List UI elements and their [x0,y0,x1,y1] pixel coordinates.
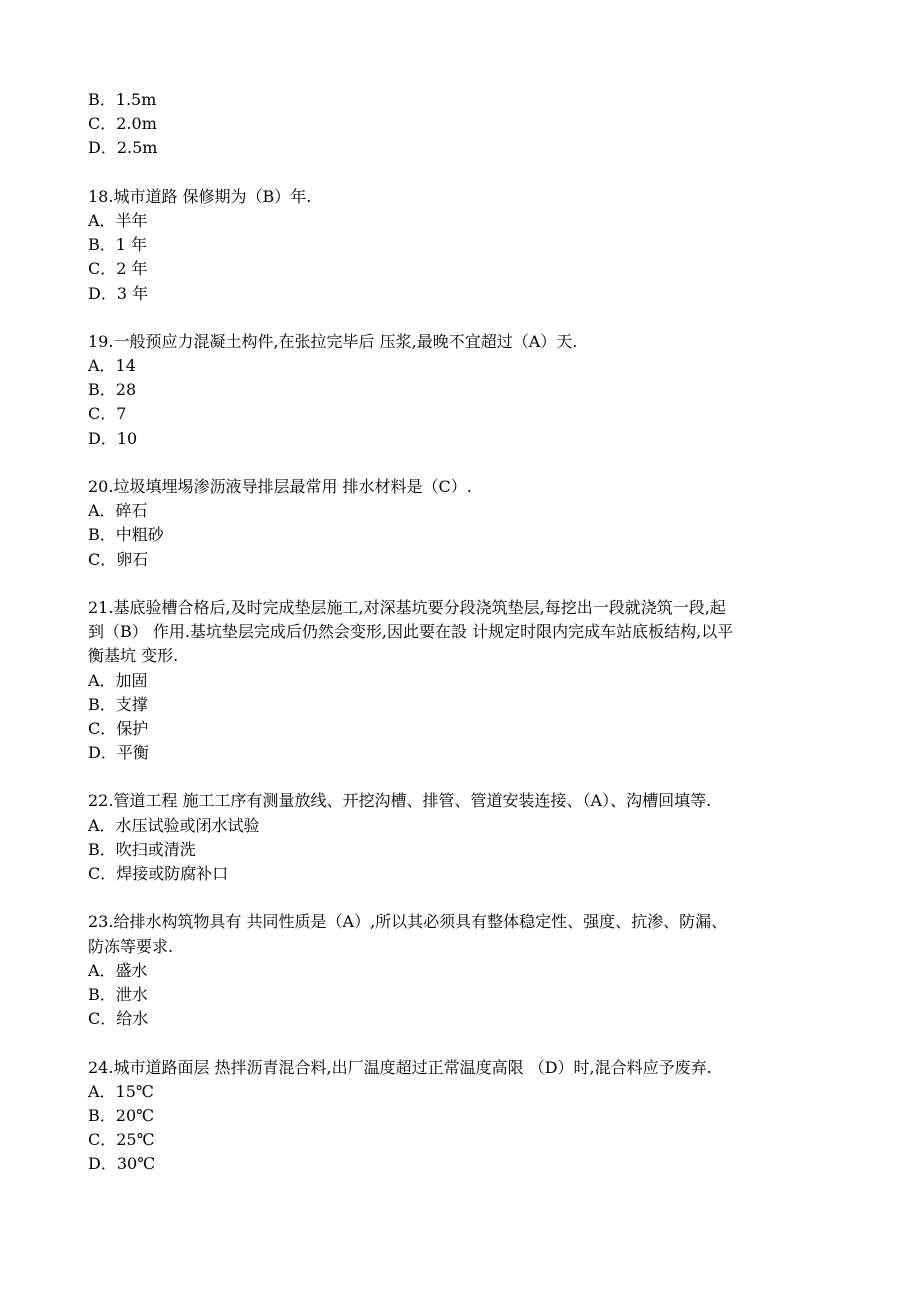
option: C．7 [88,404,127,424]
question-stem: 24.城市道路面层 热拌沥青混合料,出厂温度超过正常温度高限 （D）时,混合料应予废弃. [88,1057,712,1077]
option: A．15℃ [88,1081,154,1101]
question-24 [88,1056,828,1177]
option: C．保护 [88,718,149,738]
option: B．泄水 [88,984,148,1004]
question-18 [88,185,828,306]
question-stem: 22.管道工程 施工工序有测量放线、开挖沟槽、排管、管道安装连接、（A）、沟槽回填等. [88,791,712,811]
option: B．20℃ [88,1105,155,1125]
option: C．卵石 [88,549,149,569]
option: A．盛水 [88,960,148,980]
option: C．2.0m [88,114,157,134]
option: B．1 年 [88,235,148,255]
option: A．加固 [88,670,148,690]
question-stem: 20.垃圾填埋埸渗沥液导排层最常用 排水材料是（C）. [88,477,472,496]
option: A．半年 [88,210,148,230]
option: C．25℃ [88,1130,155,1150]
option: C．2 年 [88,259,148,279]
option: A．碎石 [88,501,148,521]
question-20 [88,475,828,572]
option: B．吹扫或清洗 [88,839,196,859]
option: A．14 [88,356,136,376]
question-22 [88,789,828,886]
option: D．10 [88,428,138,448]
question-stem: 19.一般预应力混凝土构件,在张拉完毕后 压浆,最晚不宜超过（A）天. [88,331,578,351]
option: D．3 年 [88,283,149,303]
question-stem-line: 23.给排水构筑物具有 共同性质是（A）,所以其必须具有整体稳定性、强度、抗渗、防漏、 [88,912,728,932]
document-page [88,88,828,1176]
option: B．28 [88,380,137,400]
question-23 [88,910,828,1031]
option: B．支撑 [88,694,148,714]
question-stem: 18.城市道路 保修期为（B）年. [88,186,312,206]
option: C．给水 [88,1009,149,1029]
option: D．30℃ [88,1154,156,1174]
question-stem-line: 防冻等要求. [88,936,174,956]
lead-options [88,88,828,161]
question-19 [88,330,828,451]
option: A．水压试验或闭水试验 [88,815,260,835]
question-stem-line: 到（B） 作用.基坑垫层完成后仍然会变形,因此要在設 计规定时限内完成车站底板结构,以平 [88,622,734,642]
option: B．中粗砂 [88,525,164,545]
question-stem-line: 21.基底验槽合格后,及时完成垫层施工,对深基坑要分段浇筑垫层,每挖出一段就浇筑一段,起 [88,597,726,617]
option: B．1.5m [88,90,157,109]
question-stem-line: 衡基坑 变形. [88,646,179,666]
option: D．平衡 [88,743,149,763]
question-21 [88,596,828,765]
option: C．焊接或防腐补口 [88,864,229,883]
option: D．2.5m [88,138,158,158]
